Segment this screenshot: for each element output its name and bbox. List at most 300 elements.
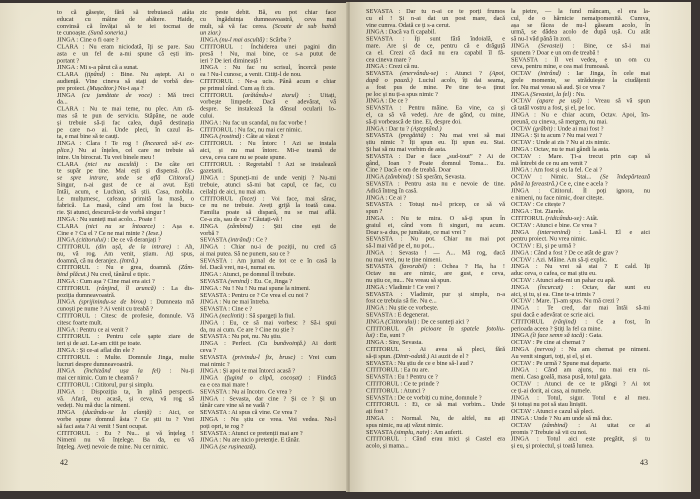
- dialogue-text: grele momente, se străduiește la ciudățenii: [511, 76, 650, 84]
- stage-direction: (încurcat): [537, 283, 563, 291]
- stage-direction: (apare pe ușă): [536, 97, 582, 105]
- text-line: [511, 346, 650, 353]
- text-line: [511, 215, 650, 222]
- text-line: [57, 292, 194, 299]
- dialogue-text: CITITORUL: [200, 195, 240, 202]
- text-line: [511, 408, 650, 415]
- text-line: [366, 22, 505, 29]
- text-line: [511, 367, 650, 374]
- text-line: [200, 43, 336, 50]
- dialogue-text: lor. Nu mai vreau să aud. Și ce vrea ?: [511, 83, 605, 91]
- text-line: [57, 388, 194, 395]
- dialogue-text: aici, și tu, și ea. Cine te-a trimis ?: [511, 290, 596, 298]
- text-line: [511, 22, 650, 29]
- dialogue-text: CLARA: [57, 71, 85, 78]
- dialogue-text: Le mulțumesc, cafeaua primită la masă, o: [57, 195, 194, 202]
- dialogue-text: vorbește limpede. Dacă e adevărat, vă: [200, 98, 336, 106]
- text-line: [366, 243, 505, 250]
- text-line: [366, 215, 505, 222]
- dialogue-text: JINGA : Spuneți-mi de unde veniți ? Nu-mi: [200, 174, 336, 182]
- text-line: [366, 139, 505, 146]
- text-line: [366, 160, 505, 167]
- dialogue-text: JINGA : Și tu acum ? Nu mai vezi ?: [511, 132, 602, 139]
- text-line: [200, 278, 336, 285]
- text-line: [200, 37, 336, 44]
- text-line: [511, 139, 650, 146]
- text-line: [511, 84, 650, 91]
- dialogue-text: zic peste debit. Bă, eu pot chiar face: [200, 9, 336, 16]
- dialogue-text: spus nimic, nu ați văzut nimic.: [366, 421, 444, 429]
- text-line: [200, 181, 336, 188]
- text-line: [57, 133, 194, 140]
- dialogue-text: CITITORUL : Nu e grea, doamnă.: [57, 264, 179, 271]
- text-line: [200, 154, 336, 161]
- dialogue-text: vedeți. Nu mă duc la nimeni.: [57, 402, 130, 409]
- text-line: [57, 361, 194, 368]
- text-line: [57, 188, 194, 195]
- dialogue-text: JINGA: [57, 409, 83, 416]
- text-line: [200, 30, 336, 37]
- dialogue-text: : Am auferit.: [429, 428, 463, 436]
- dialogue-text: JINGA : Și apoi te mai întorci acasă ?: [200, 367, 296, 375]
- dialogue-text: da, nu ai cum. Ce are ? Cine nu știe ?: [200, 326, 294, 333]
- stage-direction: (Sevastei): [538, 42, 564, 49]
- stage-direction: bind plăcut.): [57, 271, 90, 278]
- text-line: [200, 161, 336, 168]
- dialogue-text: JINGA: [511, 283, 538, 291]
- dialogue-text: : De ce sunteți aici ?: [416, 318, 470, 325]
- dialogue-text: : Să sperăm, Sevasta.: [410, 173, 466, 181]
- dialogue-text: JINGA : Te cred, dar mai întâi să-mi: [511, 304, 650, 312]
- column-text: [511, 8, 650, 450]
- text-line: [511, 256, 650, 263]
- dialogue-text: da...: [57, 98, 68, 106]
- text-line: [57, 23, 194, 30]
- dialogue-text: CITITORUL : Eu ? Nu... și vă înțeleg !: [57, 429, 194, 437]
- text-line: [511, 387, 650, 394]
- text-line: [366, 187, 505, 194]
- dialogue-text: OCTAV : Mare. Ți-am spus. Nu mă crezi ?: [511, 297, 620, 305]
- dialogue-text: cu îngăduința dumneavoastră, ceva mai: [200, 15, 336, 23]
- dialogue-text: : Nu-ți: [160, 367, 194, 375]
- dialogue-text: SEVASTA : Nu ai încotro. Ce vrea ?: [200, 388, 292, 395]
- text-line: [200, 388, 336, 395]
- stage-direction: se spre intrare, unde se află Cititorul.): [57, 174, 194, 182]
- dialogue-text: el, ca să vă vedeți. Are de gând, cu mine,: [366, 111, 505, 118]
- dialogue-text: lucruri despre dumneavoastră.: [57, 360, 134, 368]
- text-line: [511, 222, 650, 229]
- text-line: [366, 360, 505, 367]
- text-line: [57, 264, 194, 271]
- text-line: [200, 333, 336, 340]
- stage-direction: (grăbit): [532, 125, 553, 132]
- stage-direction: (Iese.): [146, 229, 162, 237]
- text-line: [200, 340, 336, 347]
- text-line: [57, 209, 194, 216]
- dialogue-text: fabrică. La masă, când am fost la bucu-: [57, 202, 194, 209]
- dialogue-text: JINGA : Octav, nu te mai gândi la asta.: [511, 145, 610, 153]
- text-line: [366, 249, 505, 256]
- text-line: [57, 16, 194, 23]
- dialogue-text: SEVASTA: [366, 428, 395, 436]
- text-line: [57, 347, 194, 354]
- dialogue-text: : Ce ?: [250, 236, 268, 244]
- text-line: [200, 230, 336, 237]
- text-line: [366, 401, 505, 408]
- text-line: [200, 395, 336, 402]
- dialogue-text: Ce e, cine e acela ?: [557, 180, 608, 187]
- dialogue-text: : Fiindcă: [301, 374, 336, 382]
- column-text: [200, 9, 336, 451]
- dialogue-text: e nimeni, nu face nimic, doar citește.: [511, 194, 604, 201]
- dialogue-text: CITITORUL : Pentru cele șapte ziare de: [57, 333, 194, 340]
- text-line: [511, 201, 650, 208]
- text-line: [57, 202, 194, 209]
- dialogue-text: nu mai vrei, nu te ține nimeni.: [366, 256, 442, 263]
- stage-direction: (Încearcă să-i ex-: [142, 140, 194, 147]
- text-line: [57, 416, 194, 423]
- dialogue-text: : Unde ai mai fost ?: [552, 125, 604, 132]
- text-line: [511, 42, 650, 49]
- text-line: [366, 381, 505, 388]
- text-line: [366, 180, 505, 187]
- dialogue-text: ieri ? De ieri dimineață !: [200, 57, 262, 64]
- text-line: [57, 92, 194, 99]
- dialogue-text: OCTAV : Unde ai zis ? Nu ai zis nimic.: [511, 139, 611, 146]
- dialogue-text: SEVASTA : Pentru asta nu e nevoie de tine.: [366, 180, 505, 187]
- dialogue-text: portant ?: [57, 57, 80, 64]
- dialogue-text: : Octav, dar sunt eu: [562, 283, 650, 291]
- dialogue-text: CITITORUL : Citesc de profesie, domnule. Vă: [57, 312, 194, 320]
- text-line: [57, 37, 194, 44]
- text-line: [200, 430, 336, 437]
- dialogue-text: : Câte ai văzut ?: [241, 133, 284, 140]
- dialogue-text: te supăr pe tine. Mai ești și dispensă.: [57, 167, 185, 175]
- text-line: [366, 118, 505, 125]
- dialogue-text: JINGA: [511, 332, 531, 339]
- stage-direction: (Scoate de sub haină: [272, 22, 336, 30]
- text-line: [57, 271, 194, 278]
- dialogue-text: JINGA : Dacă va fi capabil.: [366, 28, 436, 36]
- dialogue-text: JINGA : Atunci, pe domnul îl trebuie.: [200, 271, 296, 278]
- dialogue-text: SEVASTA : Dar tu n-ai ce te porți frumos: [366, 8, 505, 15]
- dialogue-text: aduc ceva, o cafea, ce mai știu eu.: [511, 270, 597, 277]
- dialogue-text: JINGA : Crezi că nu.: [366, 63, 419, 70]
- text-line: [511, 401, 650, 408]
- page-number-left: 42: [60, 458, 68, 467]
- text-line: [366, 77, 505, 84]
- dialogue-text: JINGA : Sevasta, dar cine ? Și ce ? Și un: [200, 395, 336, 402]
- text-line: [57, 306, 194, 313]
- dialogue-text: : Atât.: [581, 214, 599, 222]
- dialogue-text: a fost pus de mine. Pe tine te-a ținut: [366, 83, 505, 91]
- dialogue-text: CLARA: [57, 160, 86, 168]
- text-line: [57, 99, 194, 106]
- stage-direction: (ducându-se la clanță): [82, 409, 152, 416]
- dialogue-text: ea e cea mai mare !: [200, 381, 249, 389]
- dialogue-text: fost ce trebuia să fie. Nu e...: [366, 297, 437, 305]
- dialogue-text: CITITORUL : Multe. Domnule Jinga, multe: [57, 353, 194, 361]
- text-line: [57, 437, 194, 444]
- dialogue-text: pe primul rând. Cum aș fi zis.: [200, 84, 275, 92]
- stage-direction: (din ușă, de la intrare): [95, 243, 172, 251]
- text-line: [511, 29, 650, 36]
- dialogue-text: JINGA : Cum așa ? Cine mai era aici ?: [57, 278, 155, 285]
- stage-direction: (îi face semn să tacă): [530, 332, 585, 339]
- dialogue-text: JINGA : Nu ne mai întreba.: [200, 298, 270, 306]
- text-line: [57, 375, 194, 382]
- text-line: [57, 168, 194, 175]
- text-line: [200, 257, 336, 264]
- text-line: [511, 277, 650, 284]
- dialogue-text: JINGA : Vladimir ! Ce vrei ?: [366, 283, 440, 291]
- text-line: [366, 125, 505, 132]
- dialogue-text: Și hai să nu mai vorbim de asta.: [366, 145, 447, 153]
- dialogue-text: JINGA: [57, 367, 85, 375]
- dialogue-text: JINGA : Normal. Nu, de altfel, nu ați: [366, 415, 505, 422]
- text-line: [366, 153, 505, 160]
- dialogue-text: Luciul acolo, îți dai seama,: [412, 76, 505, 84]
- text-line: [366, 415, 505, 422]
- text-line: [57, 285, 194, 292]
- dialogue-text: nu, vă rog. Am venit, știam. Ați spus,: [57, 250, 194, 257]
- stage-direction: (Sevastei, la fel): [530, 90, 572, 98]
- dialogue-text: trebuie, atunci să-mi bat capul, ce fac, cu: [200, 181, 336, 188]
- dialogue-text: mas să te pun de serviciu. Stăpâne, ne aude: [57, 112, 194, 119]
- dialogue-text: vorbe spune domnul ăsta ? Ce știi tu ? Vrei: [57, 416, 194, 423]
- text-line: [511, 381, 650, 388]
- text-line: [511, 8, 650, 15]
- dialogue-text: to că găsește, fără să trebuiască atâta: [57, 9, 194, 16]
- dialogue-text: cunoști pe nume ? Ai venit cu treabă ?: [57, 305, 154, 313]
- stage-direction: lui): [366, 332, 375, 339]
- dialogue-text: SEVASTA : De ce vorbiți cu mine, domnule ?: [366, 394, 482, 401]
- text-line: [366, 394, 505, 401]
- text-line: [511, 125, 650, 132]
- dialogue-text: preună, cu cineva, să mergem, nu mai.: [511, 118, 608, 125]
- dialogue-text: să-l mai văd pe el, nu pot...: [366, 242, 435, 250]
- dialogue-text: JINGA : Perfect.: [200, 340, 258, 347]
- stage-direction: (Intră.): [119, 257, 138, 264]
- page-number-right: 43: [640, 458, 648, 467]
- text-line: [366, 8, 505, 15]
- dialogue-text: SEVASTA : Nu pot, nu. Nu știu.: [200, 333, 282, 340]
- text-line: [200, 368, 336, 375]
- dialogue-text: SEVASTA: [366, 70, 401, 77]
- text-line: [366, 408, 505, 415]
- text-line: [200, 9, 336, 16]
- dialogue-text: așa se făcea de nu-l găseam acolo, în: [511, 21, 650, 29]
- text-line: [511, 15, 650, 22]
- text-line: [511, 63, 650, 70]
- stage-direction: (zâmbind): [385, 173, 411, 181]
- text-line: [57, 423, 194, 430]
- dialogue-text: fel. Dacă vrei, nu-i, numai eu.: [200, 264, 276, 271]
- dialogue-text: gând, Ioan ? Poate domnul Toma... Eu.: [366, 159, 505, 167]
- text-line: [366, 146, 505, 153]
- dialogue-text: să-ți spun.: [366, 352, 394, 360]
- text-line: [57, 333, 194, 340]
- text-line: [200, 195, 336, 202]
- stage-direction: (zâmbind): [227, 222, 253, 230]
- dialogue-text: Nu cred, tânărul e tipic.: [89, 271, 151, 278]
- dialogue-text: CITITORUL : Închiderea unei pagini din: [200, 43, 336, 50]
- text-line: [511, 49, 650, 56]
- text-line: [366, 201, 505, 208]
- dialogue-text: asta e un fel de a-mi spune că ești im-: [57, 50, 194, 57]
- stage-direction: (cu jumătate de voce): [81, 91, 153, 99]
- text-line: [57, 319, 194, 326]
- text-line: [366, 194, 505, 201]
- dialogue-text: Ai auzit de el ?: [429, 352, 469, 360]
- dialogue-text: spunem ? Doar e un om de treabă !: [511, 49, 600, 56]
- text-line: [511, 56, 650, 63]
- text-line: [511, 229, 650, 236]
- text-line: [200, 299, 336, 306]
- text-line: [57, 216, 194, 223]
- text-line: [57, 368, 194, 375]
- text-line: [57, 250, 194, 257]
- dialogue-text: pe care n-o ai. Unde pleci, în cazul ăs-: [57, 126, 194, 133]
- text-line: [200, 92, 336, 99]
- dialogue-text: ce ți-ai dorit, ai casa, ai numele.: [511, 387, 592, 394]
- dialogue-text: te cunoaște.: [57, 29, 89, 37]
- dialogue-text: SEVASTA : E degenerat.: [366, 311, 430, 319]
- left-page-column-1: [57, 9, 194, 455]
- dialogue-text: JINGA : Dispoziția ta, în plină perspecti-: [57, 388, 194, 395]
- dialogue-text: educat cu mâine de abătere. Haide,: [57, 15, 194, 23]
- dialogue-text: promis ? Trebuie să vii cu noi.: [511, 428, 588, 436]
- dialogue-text: JINGA : Unde ? Nu am unde să mă duc.: [511, 415, 613, 422]
- text-line: [200, 119, 336, 126]
- dialogue-text: SEVASTA: [366, 263, 400, 270]
- text-line: [511, 70, 650, 77]
- text-line: [200, 126, 336, 133]
- dialogue-text: JINGA: [200, 133, 220, 140]
- text-line: [200, 306, 336, 313]
- stage-direction: (Zâm-: [178, 264, 194, 271]
- dialogue-text: JINGA : Nu știe ce vorbește.: [366, 304, 439, 312]
- dialogue-text: JINGA : Ce ai ?: [366, 194, 407, 201]
- text-line: [57, 230, 194, 237]
- text-line: [366, 167, 505, 174]
- stage-direction: (rânjind): [553, 318, 576, 325]
- stage-direction: (ridicându-se): [545, 214, 582, 222]
- text-line: [57, 64, 194, 71]
- dialogue-text: : Ce a fost, în: [575, 318, 650, 325]
- dialogue-text: să-ți vorbească de tine. Ei, despre doi.: [366, 118, 462, 125]
- dialogue-text: JINGA : Cititorul. Îl poți ignora, nu: [511, 187, 650, 194]
- stage-direction: (neclintit): [219, 312, 245, 320]
- dialogue-text: ați fost ?: [366, 408, 388, 415]
- dialogue-text: CITITORUL : Ai avea să pleci, fără: [366, 346, 505, 353]
- dialogue-text: JINGA : Mi s-a părut că a sunat.: [57, 64, 139, 71]
- dialogue-text: : Nu am chemat pe nimeni.: [555, 346, 650, 353]
- stage-direction: (nici nu se întoarce): [85, 222, 156, 230]
- text-line: [200, 216, 336, 223]
- dialogue-text: JINGA : Nu are nicio pretenție. E tânăr.: [200, 436, 300, 444]
- dialogue-text: JINGA: [57, 91, 82, 99]
- dialogue-text: JINGA : Nu fac un scandal, nu fac vorbe !: [200, 119, 307, 126]
- stage-direction: (arătându-i ziarul): [242, 91, 299, 99]
- dialogue-text: ceva, pentru mine, e cea mai frumoasă.: [511, 63, 610, 70]
- text-line: [511, 132, 650, 139]
- text-line: [57, 85, 194, 92]
- text-line: [366, 229, 505, 236]
- text-line: [57, 57, 194, 64]
- dialogue-text: SEVASTA : Ai spus că vine. Ce vrea ?: [200, 409, 297, 416]
- dialogue-text: ieri și de azi. Le-am citit pe toate.: [57, 340, 142, 347]
- stage-direction: (Așteptând.): [410, 125, 442, 132]
- dialogue-text: și eu, și proiectul, și toată lumea.: [511, 442, 594, 450]
- dialogue-text: ca el. Crezi că dacă nu era capabil îl fă-: [366, 49, 505, 56]
- text-line: [511, 249, 650, 256]
- text-line: [366, 312, 505, 319]
- text-line: [200, 175, 336, 182]
- dialogue-text: intre. Un birocrat. Tu vrei binele meu !: [57, 153, 155, 161]
- text-line: [366, 353, 505, 360]
- text-line: [366, 443, 505, 450]
- stage-direction: (privindu-l fix, brusc): [232, 353, 296, 361]
- dialogue-text: JINGA : Nu știu ce vrea. Voi vedea. Nu-l: [200, 416, 336, 423]
- text-line: [511, 91, 650, 98]
- dialogue-text: : De ce vă deranjați ?: [105, 236, 161, 244]
- dialogue-text: JINGA : Sevasta ! — A... Mă rog, dacă: [366, 249, 505, 256]
- stage-direction: (nici nu ascultă): [85, 160, 139, 168]
- dialogue-text: rie. Și atunci, descurcă-te de vorbă singur !: [57, 209, 166, 216]
- text-line: [200, 347, 336, 354]
- dialogue-text: CITITORUL : Ei, ce să mai vorbim... Unde: [366, 401, 505, 408]
- text-line: [366, 346, 505, 353]
- text-line: [200, 202, 336, 209]
- dialogue-text: : Știi cine ești de: [252, 222, 336, 230]
- dialogue-text: JINGA: [511, 90, 531, 98]
- dialogue-text: SEVASTA: [200, 278, 229, 285]
- text-line: [511, 236, 650, 243]
- dialogue-text: poți opri, te rog ?: [200, 422, 244, 430]
- text-line: [511, 174, 650, 181]
- stage-direction: (cititorului): [76, 236, 106, 244]
- text-line: [57, 50, 194, 57]
- dialogue-text: OCTAV : Pe cine ai chemat ?: [511, 339, 585, 346]
- dialogue-text: SEVASTA : Vladimir, pur și simplu, n-a: [366, 290, 505, 298]
- text-line: [366, 298, 505, 305]
- stage-direction: (sprijinindu-se de birou): [79, 298, 147, 306]
- dialogue-text: .: [254, 443, 257, 451]
- text-line: [366, 91, 505, 98]
- dialogue-text: presă ! Nu, mai bine, ce s-a putut de: [200, 50, 336, 57]
- dialogue-text: ea ! Nu-l cunosc, a venit. Citiți-l de nou.: [200, 71, 302, 78]
- dialogue-text: știu nimic ? Îți spun eu. Îți spun eu. Stai.: [366, 139, 505, 146]
- dialogue-text: JINGA: [511, 228, 538, 236]
- dialogue-text: JINGA : Tot. Ziarele.: [511, 208, 565, 215]
- text-line: [366, 236, 505, 243]
- dialogue-text: OCTAV: [511, 97, 537, 105]
- dialogue-text: gazetarii.: [200, 167, 224, 175]
- dialogue-text: : Să spargeți la fiul.: [244, 312, 295, 320]
- dialogue-text: Octav nu are nimic, are gust, e ceva,: [366, 270, 505, 277]
- text-line: [366, 70, 505, 77]
- dialogue-text: CITITORUL : Ne-a ucis. Până acum e chiar: [200, 77, 336, 85]
- dialogue-text: JINGA: [366, 173, 386, 181]
- dialogue-text: JINGA : Nu fac nu scrisul, încercă peste: [200, 64, 336, 71]
- dialogue-text: la pietre, — la fund mâncam, el era la-: [511, 8, 650, 15]
- stage-direction: (în picioare în spatele fotoliu-: [406, 325, 505, 332]
- text-line: [366, 263, 505, 270]
- dialogue-text: Singur, n-ai gust de ce ai avut. Ești: [57, 181, 194, 188]
- text-line: [200, 319, 336, 326]
- text-line: [511, 167, 650, 174]
